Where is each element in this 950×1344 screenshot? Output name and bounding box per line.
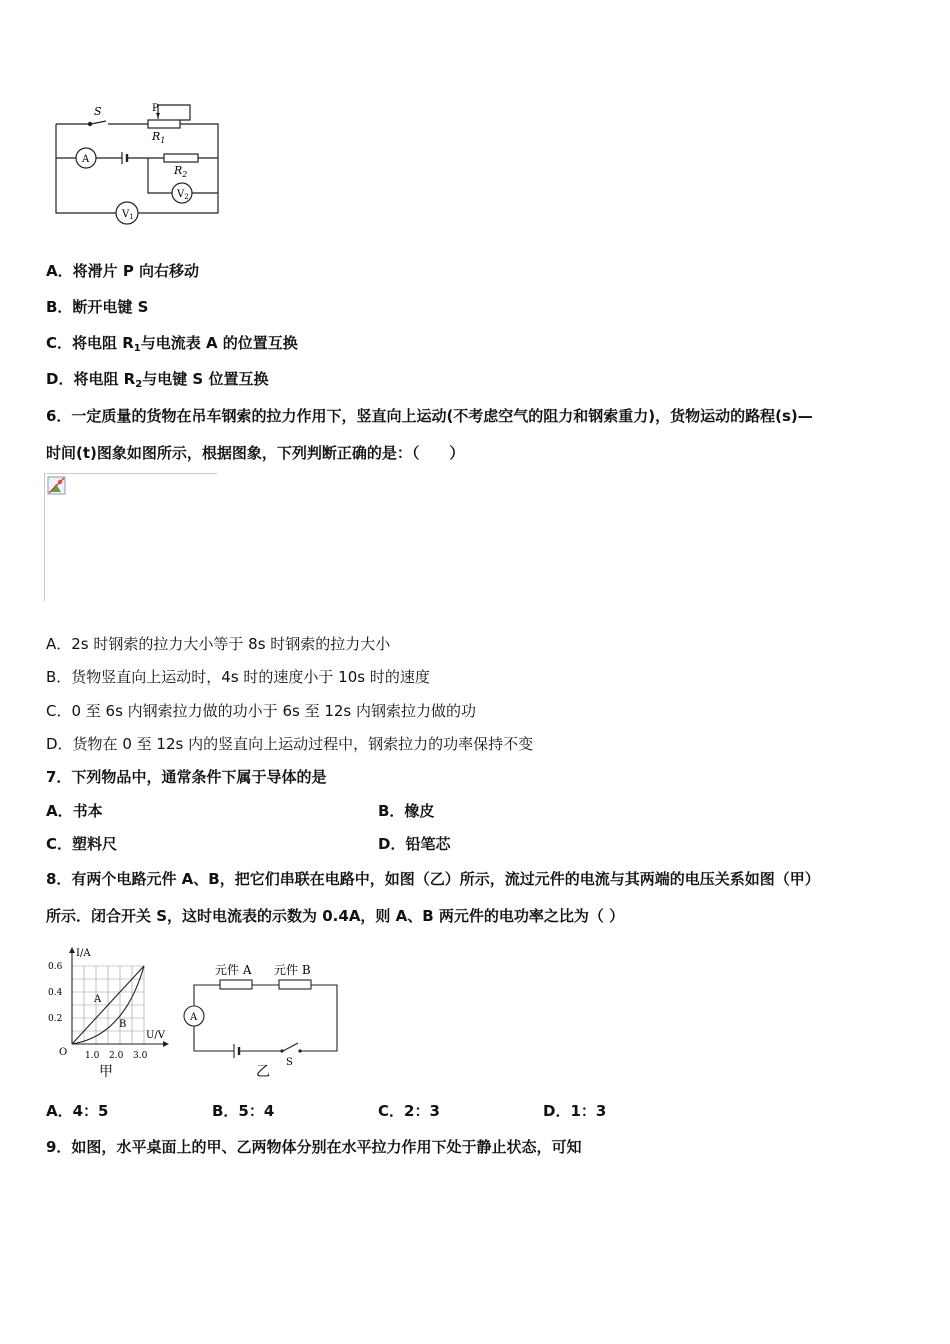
q8-option-d: D．1：3 [543, 1102, 607, 1120]
q6-option-c: C．0 至 6s 内钢索拉力做的功小于 6s 至 12s 内钢索拉力做的功 [46, 702, 477, 720]
x-tick-2.0: 2.0 [109, 1051, 124, 1061]
q7-option-a: A．书本 [46, 802, 103, 820]
origin-label: O [59, 1047, 68, 1058]
r1-label: $R_1$ [152, 130, 166, 145]
q8-option-b: B．5：4 [212, 1102, 275, 1120]
q6-stem-line2: 时间(t)图象如图所示，根据图象，下列判断正确的是：（ ） [46, 444, 465, 462]
switch-label: S [94, 105, 102, 118]
q7-option-c: C．塑料尺 [46, 835, 118, 853]
graph-caption: 甲 [99, 1064, 113, 1080]
curve-b-label: B [119, 1019, 127, 1030]
q5-option-b: B．断开电键 S [46, 298, 149, 316]
q6-option-a: A．2s 时钢索的拉力大小等于 8s 时钢索的拉力大小 [46, 635, 391, 653]
v1-label: $V_1$ [122, 209, 134, 221]
q6-stem-line1: 6．一定质量的货物在吊车钢索的拉力作用下，竖直向上运动(不考虑空气的阻力和钢索重力)，货物运动的路程(s)— [46, 407, 813, 425]
q5-option-c: C．将电阻 $R_1$与电流表 A 的位置互换 [46, 334, 298, 354]
broken-image-icon [47, 476, 67, 496]
slider-label: P [152, 103, 159, 114]
q6-option-b: B．货物竖直向上运动时，4s 时的速度小于 10s 时的速度 [46, 668, 430, 686]
ammeter-label: A [82, 154, 90, 165]
q7-option-d: D．铅笔芯 [378, 835, 451, 853]
q8-stem-line2: 所示．闭合开关 S，这时电流表的示数为 0.4A，则 A、B 两元件的电功率之比为（ ） [46, 907, 625, 925]
x-tick-3.0: 3.0 [133, 1051, 148, 1061]
q8-stem-line1: 8．有两个电路元件 A、B，把它们串联在电路中，如图（乙）所示，流过元件的电流与其两端的电压关系如图（甲） [46, 870, 820, 888]
q7-option-b: B．橡皮 [378, 802, 435, 820]
q8-option-c: C．2：3 [378, 1102, 440, 1120]
ammeter-label: A [190, 1012, 198, 1023]
x-axis-label: U/V [146, 1030, 166, 1041]
element-b-label: 元件 B [274, 963, 311, 977]
x-tick-1.0: 1.0 [85, 1051, 100, 1061]
q5-option-d: D．将电阻 $R_2$与电键 S 位置互换 [46, 370, 269, 390]
q8-series-circuit [182, 958, 347, 1082]
q8-iu-graph [44, 944, 174, 1082]
circuit-caption: 乙 [256, 1064, 270, 1080]
q6-broken-image [44, 473, 217, 601]
q7-stem: 7．下列物品中，通常条件下属于导体的是 [46, 768, 327, 786]
r2-label: $R_2$ [174, 164, 188, 179]
q9-stem: 9．如图，水平桌面上的甲、乙两物体分别在水平拉力作用下处于静止状态，可知 [46, 1138, 582, 1156]
v2-label: $V_2$ [177, 189, 189, 201]
curve-a-label: A [94, 994, 102, 1005]
switch-label: S [286, 1057, 293, 1068]
y-axis-label: I/A [76, 948, 91, 959]
q5-circuit-diagram [46, 100, 226, 230]
x-axis-arrow-icon [163, 1041, 169, 1047]
y-tick-0.2: 0.2 [48, 1014, 63, 1024]
q8-option-a: A．4：5 [46, 1102, 109, 1120]
q6-option-d: D．货物在 0 至 12s 内的竖直向上运动过程中，钢索拉力的功率保持不变 [46, 735, 534, 753]
y-axis-arrow-icon [69, 947, 75, 953]
element-a-label: 元件 A [215, 963, 252, 977]
q5-option-a: A．将滑片 P 向右移动 [46, 262, 200, 280]
y-tick-0.4: 0.4 [48, 988, 63, 998]
y-tick-0.6: 0.6 [48, 962, 63, 972]
